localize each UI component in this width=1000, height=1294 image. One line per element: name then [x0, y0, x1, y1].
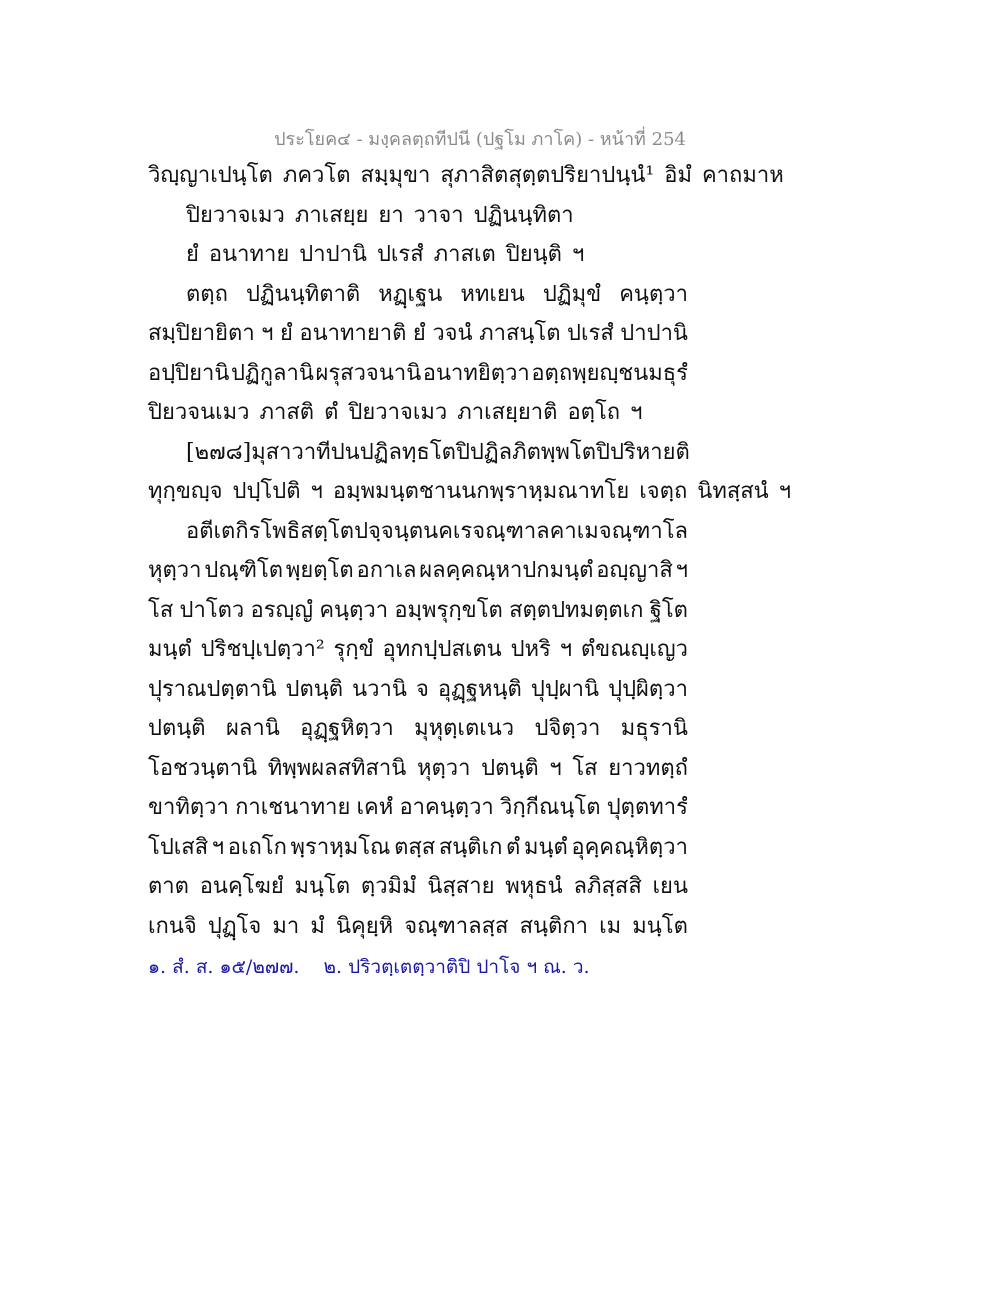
text-line — [148, 472, 792, 512]
word: คนฺตฺวา — [319, 597, 389, 623]
word: อกาเล — [356, 558, 417, 583]
word: มธุรานิ — [620, 716, 688, 741]
word: เกนจิ — [148, 913, 197, 939]
text-line — [148, 551, 688, 591]
word: ปิยวาจเมว — [348, 400, 448, 425]
word: ภควโต — [282, 163, 351, 188]
word: เจตฺถ — [639, 479, 688, 504]
word: ฯ — [675, 558, 688, 583]
word: อนาทยิตฺวา — [422, 360, 530, 386]
word: ปาโตว — [179, 597, 245, 623]
word: ผลานิ — [225, 716, 280, 741]
word: อเถโก — [227, 834, 287, 860]
word: มนฺตํ — [148, 637, 192, 662]
text-line — [148, 275, 688, 315]
word: คาถมาห — [701, 163, 784, 188]
word: กาเชนาทาย — [235, 795, 351, 820]
word: อปฺปิยานิ — [148, 360, 230, 386]
text-line — [148, 630, 688, 670]
word: ภาเสยฺยาติ — [457, 400, 558, 425]
word: ตสฺส — [394, 834, 436, 860]
word: นิทสฺสนํ — [697, 479, 769, 504]
word: สตฺตปทมตฺตเก — [509, 597, 644, 623]
text-line — [148, 591, 688, 631]
word: ภาเสยฺย — [294, 202, 369, 228]
word: มุหุตฺเตเนว — [414, 716, 515, 741]
word: อรญฺญํ — [250, 597, 314, 623]
word: ปฏินนฺทิตา — [473, 202, 574, 228]
word: สนฺติเก — [438, 834, 503, 860]
word: มา — [272, 913, 300, 939]
word: ตาต — [148, 874, 189, 899]
word: ปฏินนฺทิตาติ — [245, 281, 361, 307]
word: มนฺตํ — [523, 834, 568, 860]
word: ฯ — [549, 755, 562, 781]
word: สุภาสิตสุตฺตปริยาปนฺนํ¹ — [440, 163, 655, 188]
text-line — [148, 828, 688, 868]
word: จณฺฑาลคาเม — [472, 518, 599, 544]
word: อิมํ — [664, 163, 692, 188]
word: จณฺฑาโล — [598, 518, 688, 544]
text-line — [148, 867, 688, 907]
word: ปุปฺผิตฺวา — [608, 676, 688, 702]
word: ผลคฺคณฺหาปกมนฺตํ — [419, 558, 594, 583]
word: ยํ — [280, 321, 293, 346]
word: วาจา — [413, 202, 464, 228]
word: ปหริ — [510, 637, 551, 662]
word: สมฺปิยายิตา — [148, 321, 255, 346]
text-line — [148, 433, 688, 473]
word: จณฺฑาลสฺส — [404, 913, 509, 939]
word: ปปฺโปติ — [232, 479, 301, 504]
word: อุฏฺฐหนฺติ — [437, 676, 522, 702]
word: ปิยวจนเมว — [148, 400, 250, 425]
word: ฯ — [211, 834, 225, 860]
body-text — [148, 156, 792, 946]
text-line — [148, 393, 688, 433]
text-line — [148, 709, 688, 749]
word: ภาสเต — [433, 242, 496, 267]
word: ขาทิตฺวา — [148, 795, 229, 820]
word: โปเสสิ — [148, 834, 209, 860]
word: ปฏิกูลานิ — [230, 360, 314, 386]
word: อนคฺโฆยํ — [199, 874, 284, 899]
word: ปเรสํ — [567, 321, 614, 346]
word: ปริชปฺเปตฺวา² — [200, 637, 325, 662]
word: จ — [415, 676, 429, 702]
word: พฺยตฺโต — [285, 558, 354, 583]
footnote-2: ๒. ปริวตฺเตตฺวาติปิ ปาโจ ฯ ณ. ว. — [323, 956, 590, 978]
word: พหุธนํ — [505, 874, 563, 899]
word: ปณฺฑิโต — [204, 558, 284, 583]
word: ฯ — [571, 242, 585, 267]
word: อุทกปฺปสเตน — [382, 637, 502, 662]
word: ปิยนฺติ — [505, 242, 562, 267]
word: ปาปานิ — [620, 321, 688, 346]
word: อตีเต — [186, 518, 236, 544]
word: ภาสนฺโต — [479, 321, 561, 346]
word: เยน — [652, 874, 688, 899]
text-line — [148, 670, 688, 710]
word: ปฏิมุขํ — [542, 281, 602, 307]
word: อุฏฺฐหิตฺวา — [300, 716, 394, 741]
footnote-1: ๑. สํ. ส. ๑๕/๒๗๗. — [148, 956, 300, 978]
word: นวานิ — [352, 676, 407, 702]
word: หุตฺวา — [148, 558, 202, 583]
word: ทิพฺพผลสทิสานิ — [267, 755, 407, 781]
word: หฏฺเฐน — [378, 281, 443, 307]
word: ผรุสวจนานิ — [315, 360, 422, 386]
text-line — [148, 788, 688, 828]
text-line — [148, 907, 688, 947]
word: ตํ — [506, 834, 521, 860]
word: มนฺโต — [294, 874, 351, 899]
word: ปุปฺผานิ — [530, 676, 600, 702]
word: ปน — [330, 439, 360, 465]
word: มนฺโต — [632, 913, 688, 939]
word: อตฺถพฺยญฺชนมธุรํ — [531, 360, 688, 386]
word: ปริหายติ — [610, 439, 690, 465]
word: มํ — [310, 913, 325, 939]
word: ทุกฺขญฺจ — [148, 479, 223, 504]
word: อตฺโถ — [567, 400, 621, 425]
word: ภาสติ — [259, 400, 315, 425]
word: ปตนฺติ — [148, 716, 206, 741]
word: ฐิโต — [649, 597, 688, 623]
word: ปตนฺติ — [285, 676, 344, 702]
word: วิญฺญาเปนฺโต — [148, 163, 273, 188]
word: หุตฺวา — [416, 755, 471, 781]
word: ฯ — [559, 637, 573, 662]
text-line — [148, 196, 688, 236]
word: สนฺติกา — [519, 913, 589, 939]
word: สมฺมุขา — [360, 163, 431, 188]
word: โส — [148, 597, 174, 623]
word: อมฺพรุกฺขโต — [394, 597, 503, 623]
word: ปาปานิ — [299, 242, 367, 267]
word: รุกฺขํ — [333, 637, 374, 662]
text-line — [148, 314, 688, 354]
word: อนาทายาติ — [299, 321, 407, 346]
word: มุสาวาที — [251, 439, 331, 465]
word: ฯ — [630, 400, 643, 425]
word: ยํ — [412, 321, 426, 346]
word: ฯ — [778, 479, 792, 504]
word: [๒๗๘] — [186, 439, 252, 465]
word: ฯ — [310, 479, 323, 504]
word: ปุตฺตทารํ — [606, 795, 688, 820]
footnotes — [148, 952, 608, 982]
word: ปตนฺติ — [481, 755, 539, 781]
word: โพธิสตฺโต — [260, 518, 355, 544]
word: ฯ — [261, 321, 274, 346]
word: นิสฺสาย — [427, 874, 495, 899]
text-line — [148, 749, 688, 789]
word: ปฏิลภิตพฺพโตปิ — [469, 439, 610, 465]
word: ยํ — [186, 242, 199, 267]
word: ปิยวาจเมว — [186, 202, 285, 228]
word: โส — [572, 755, 598, 781]
word: ปจิตฺวา — [534, 716, 601, 741]
word: กิร — [235, 518, 261, 544]
page-header: ประโยค๔ - มงฺคลตฺถทีปนี (ปฐโม ภาโค) - หน้าที่ 254 — [274, 129, 686, 150]
word: ปุราณปตฺตานิ — [148, 676, 277, 702]
word: อุคฺคณฺหิตฺวา — [571, 834, 688, 860]
word: ปจฺจนฺตนคเร — [354, 518, 473, 544]
word: เคหํ — [356, 795, 394, 820]
word: วจนํ — [432, 321, 473, 346]
word: หทเยน — [460, 281, 525, 307]
word: โอชวนฺตานิ — [148, 755, 258, 781]
word: นิคุยฺหิ — [335, 913, 394, 939]
word: เม — [599, 913, 622, 939]
text-line — [148, 354, 688, 394]
word: ตตฺถ — [186, 281, 228, 307]
text-line — [148, 156, 784, 196]
word: คนฺตฺวา — [619, 281, 688, 307]
word: ยา — [378, 202, 404, 228]
word: อนาทาย — [208, 242, 290, 267]
word: อาคนฺตฺวา — [399, 795, 494, 820]
word: ลภิสฺสสิ — [573, 874, 642, 899]
word: ปเรสํ — [376, 242, 424, 267]
word: อญฺญาสิ — [596, 558, 673, 583]
word: ปฏิลทฺธโตปิ — [359, 439, 470, 465]
text-line — [148, 235, 688, 275]
word: ตํขณญฺเญว — [580, 637, 688, 662]
word: ยาวทตฺถํ — [608, 755, 688, 781]
word: วิกฺกีณนฺโต — [499, 795, 601, 820]
text-line — [148, 512, 688, 552]
word: ปุฏฺโจ — [207, 913, 262, 939]
word: พฺราหฺมโณ — [290, 834, 391, 860]
word: ตฺวมิมํ — [360, 874, 417, 899]
word: อมฺพมนฺตชานนกพฺราหฺมณาทโย — [332, 479, 630, 504]
word: ตํ — [324, 400, 339, 425]
